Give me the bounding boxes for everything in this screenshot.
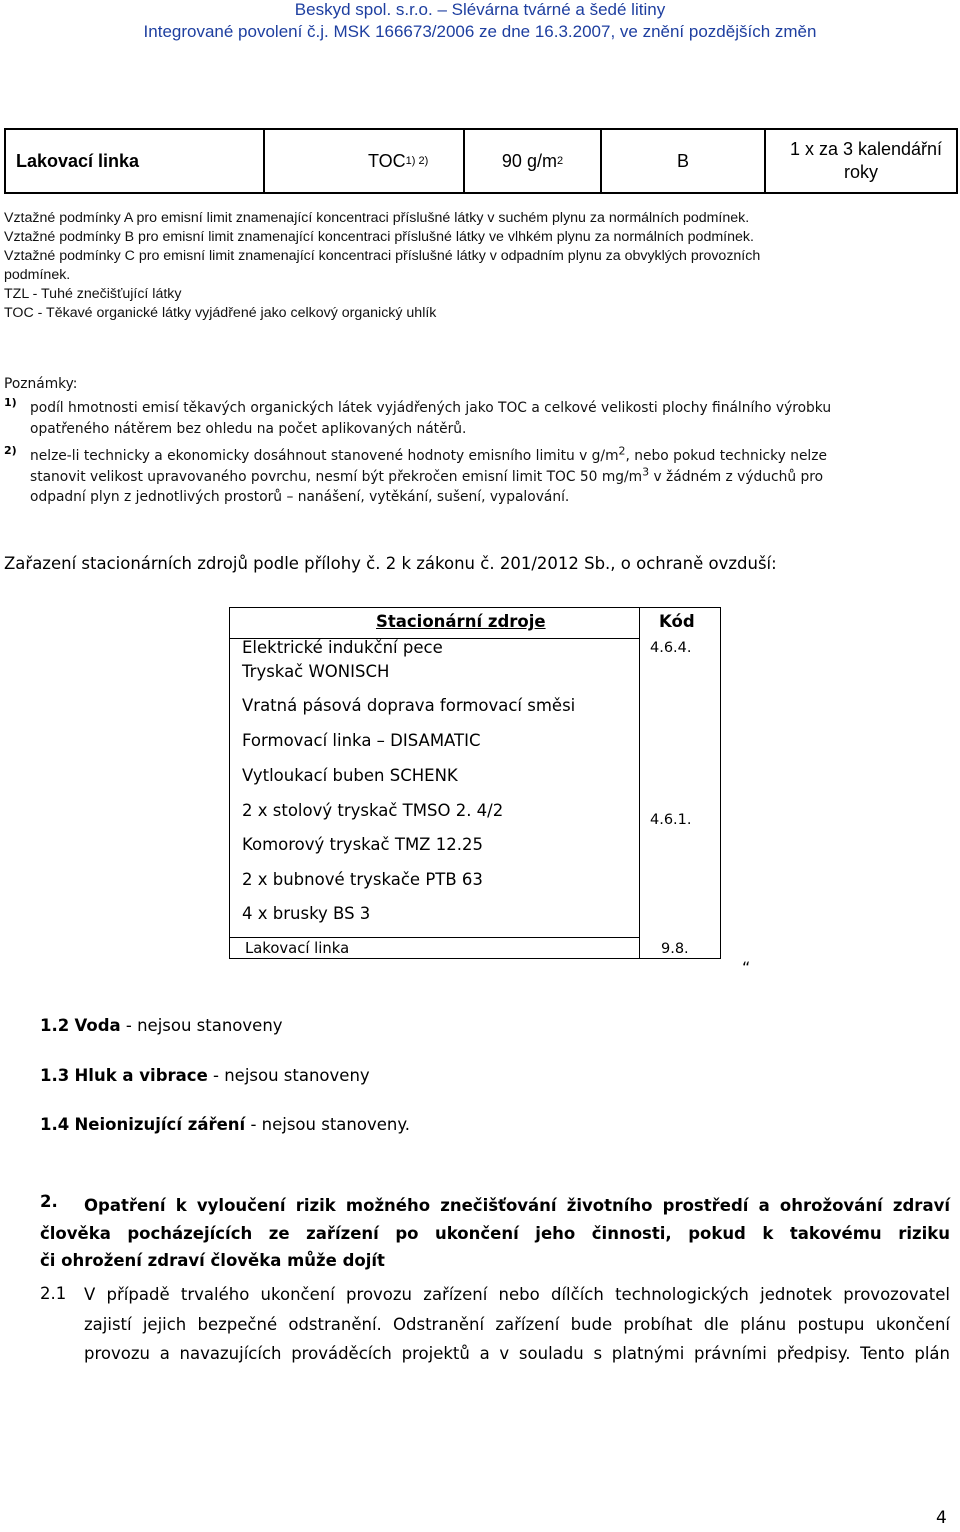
definition-tzl: TZL - Tuhé znečišťující látky [4, 286, 182, 302]
note-2-line-2-end: v žádném z výduchů pro [649, 468, 824, 485]
paragraph-2-1-line-2: zajistí jejich bezpečné odstranění. Odstranění zařízení bude probíhat dle plánu postupu ukončení [84, 1314, 950, 1334]
subsection-1-4-title: Neionizující záření [74, 1115, 246, 1134]
paragraph-2-1-number: 2.1 [40, 1284, 67, 1303]
emission-source-cell [4, 128, 265, 194]
section-2-line-3: či ohrožení zdraví člověka může dojít [40, 1251, 385, 1270]
subsection-1-3-number: 1.3 [40, 1066, 70, 1085]
classification-heading: Zařazení stacionárních zdrojů podle přílohy č. 2 k zákonu č. 201/2012 Sb., o ochraně ovzduší: [4, 554, 777, 573]
paragraph-2-1-line-3: provozu a navazujících prováděcích projektů a v souladu s platnými právními předpisy. Tento plán [84, 1344, 950, 1363]
frequency-cell [766, 128, 958, 194]
note-2-line-1-text: nelze-li technicky a ekonomicky dosáhnout stanovené hodnoty emisního limitu v g/m [30, 448, 619, 464]
section-2-number: 2. [40, 1192, 58, 1211]
note-2-line-1 [30, 446, 952, 467]
definition-toc: TOC - Těkavé organické látky vyjádřené jako celkový organický uhlík [4, 305, 437, 321]
header-line-2: Integrované povolení č.j. MSK 166673/2006 ze dne 16.3.2007, ve znění pozdějších změn [143, 22, 817, 41]
table-row-paint-line: Lakovací linka [245, 940, 350, 957]
note-2-line-1-end: , nebo pokud technicky nelze [625, 448, 827, 464]
closing-quote: “ [742, 958, 751, 977]
definition-c: Vztažné podmínky C pro emisní limit znamenající koncentraci příslušné látky v odpadním plynu za obvyklých provozních [4, 248, 761, 264]
subsection-1-4-status: - nejsou stanoveny. [245, 1115, 410, 1134]
pollutant: TOC [368, 150, 406, 171]
note-2-line-3: odpadní plyn z jednotlivých prostorů – nanášení, vytěkání, sušení, vypalování. [30, 489, 570, 505]
paragraph-2-1-line-1: V případě trvalého ukončení provozu zařízení nebo dílčích technologických jednotek provozovatel [84, 1285, 950, 1304]
limit-value: 90 g/m [501, 150, 557, 171]
section-2-line-1: Opatření k vyloučení rizik možného znečišťování životního prostředí a ohrožování zdraví [84, 1196, 950, 1215]
definition-c-continued: podmínek. [4, 267, 71, 283]
note-2-line-2-text: stanovit velikost upravovaného povrchu, nesmí být překročen emisní limit TOC 50 mg/m [30, 468, 643, 485]
frequency-line-2: roky [843, 162, 878, 182]
subsection-1-2 [40, 1016, 283, 1035]
table-header-source: Stacionární zdroje [376, 612, 546, 631]
table-item: Vytloukací buben SCHENK [242, 766, 458, 785]
reference-condition: B [676, 150, 689, 171]
subsection-1-3 [40, 1066, 370, 1085]
page-number: 4 [936, 1508, 947, 1528]
condition-cell [602, 128, 766, 194]
table-row-induction: Elektrické indukční pece [242, 638, 443, 657]
table-item: Tryskač WONISCH [242, 662, 390, 681]
note-2 [30, 446, 952, 508]
subsection-1-4 [40, 1115, 410, 1134]
subsection-1-3-title: Hluk a vibrace [74, 1066, 208, 1085]
note-2-line-2 [30, 464, 952, 488]
subsection-1-2-status: - nejsou stanoveny [120, 1016, 283, 1035]
subsection-1-2-number: 1.2 [40, 1016, 70, 1035]
emission-limit-row [4, 128, 958, 194]
stationary-sources-table [229, 607, 721, 959]
note-1-line-1: podíl hmotnosti emisí těkavých organických látek vyjádřených jako TOC a celkové velikosti plochy finálního výrobku [30, 400, 832, 416]
note-2-exponent-1: 2 [618, 444, 626, 458]
emission-source: Lakovací linka [16, 150, 140, 171]
table-column-divider [639, 608, 640, 958]
notes-heading: Poznámky: [4, 376, 78, 392]
subsection-1-4-number: 1.4 [40, 1115, 70, 1134]
section-2-line-2: člověka pocházejících ze zařízení po ukončení jeho činnosti, pokud k takovému riziku [40, 1223, 950, 1243]
table-item: 4 x brusky BS 3 [242, 904, 371, 923]
frequency-line-1: 1 x za 3 kalendářní [789, 139, 943, 159]
table-code-induction: 4.6.4. [650, 640, 692, 656]
subsection-1-2-title: Voda [74, 1016, 121, 1035]
table-item: Vratná pásová doprava formovací směsi [242, 696, 576, 715]
subsection-1-3-status: - nejsou stanoveny [207, 1066, 370, 1085]
table-code-group: 4.6.1. [650, 812, 692, 828]
table-header-code: Kód [659, 612, 695, 631]
definition-a: Vztažné podmínky A pro emisní limit znamenající koncentraci příslušné látky v suchém plynu za normálních podmínek. [4, 210, 750, 226]
limit-cell: 90 g/m 2 [465, 128, 602, 194]
table-code-paint-line: 9.8. [661, 941, 689, 957]
section-2-heading [40, 1192, 950, 1275]
note-2-mark: 2) [4, 444, 17, 457]
table-divider [230, 937, 639, 938]
table-item: 2 x bubnové tryskače PTB 63 [242, 870, 483, 889]
note-1-mark: 1) [4, 396, 17, 409]
table-item: Formovací linka – DISAMATIC [242, 731, 481, 750]
definition-b: Vztažné podmínky B pro emisní limit znamenající koncentraci příslušné látky ve vlhkém plynu za normálních podmínek. [4, 229, 754, 245]
paragraph-2-1 [84, 1280, 950, 1369]
note-1-line-2: opatřeného nátěrem bez ohledu na počet aplikovaných nátěrů. [30, 420, 467, 437]
note-2-exponent-2: 3 [642, 464, 650, 478]
header-line-1: Beskyd spol. s.r.o. – Slévárna tvárné a šedé litiny [294, 0, 666, 19]
note-1 [30, 398, 952, 439]
definitions-block [4, 209, 954, 323]
pollutant-cell: TOC 1) 2) [265, 128, 465, 194]
table-item: Komorový tryskač TMZ 12.25 [242, 835, 483, 854]
table-item: 2 x stolový tryskač TMSO 2. 4/2 [242, 801, 504, 820]
